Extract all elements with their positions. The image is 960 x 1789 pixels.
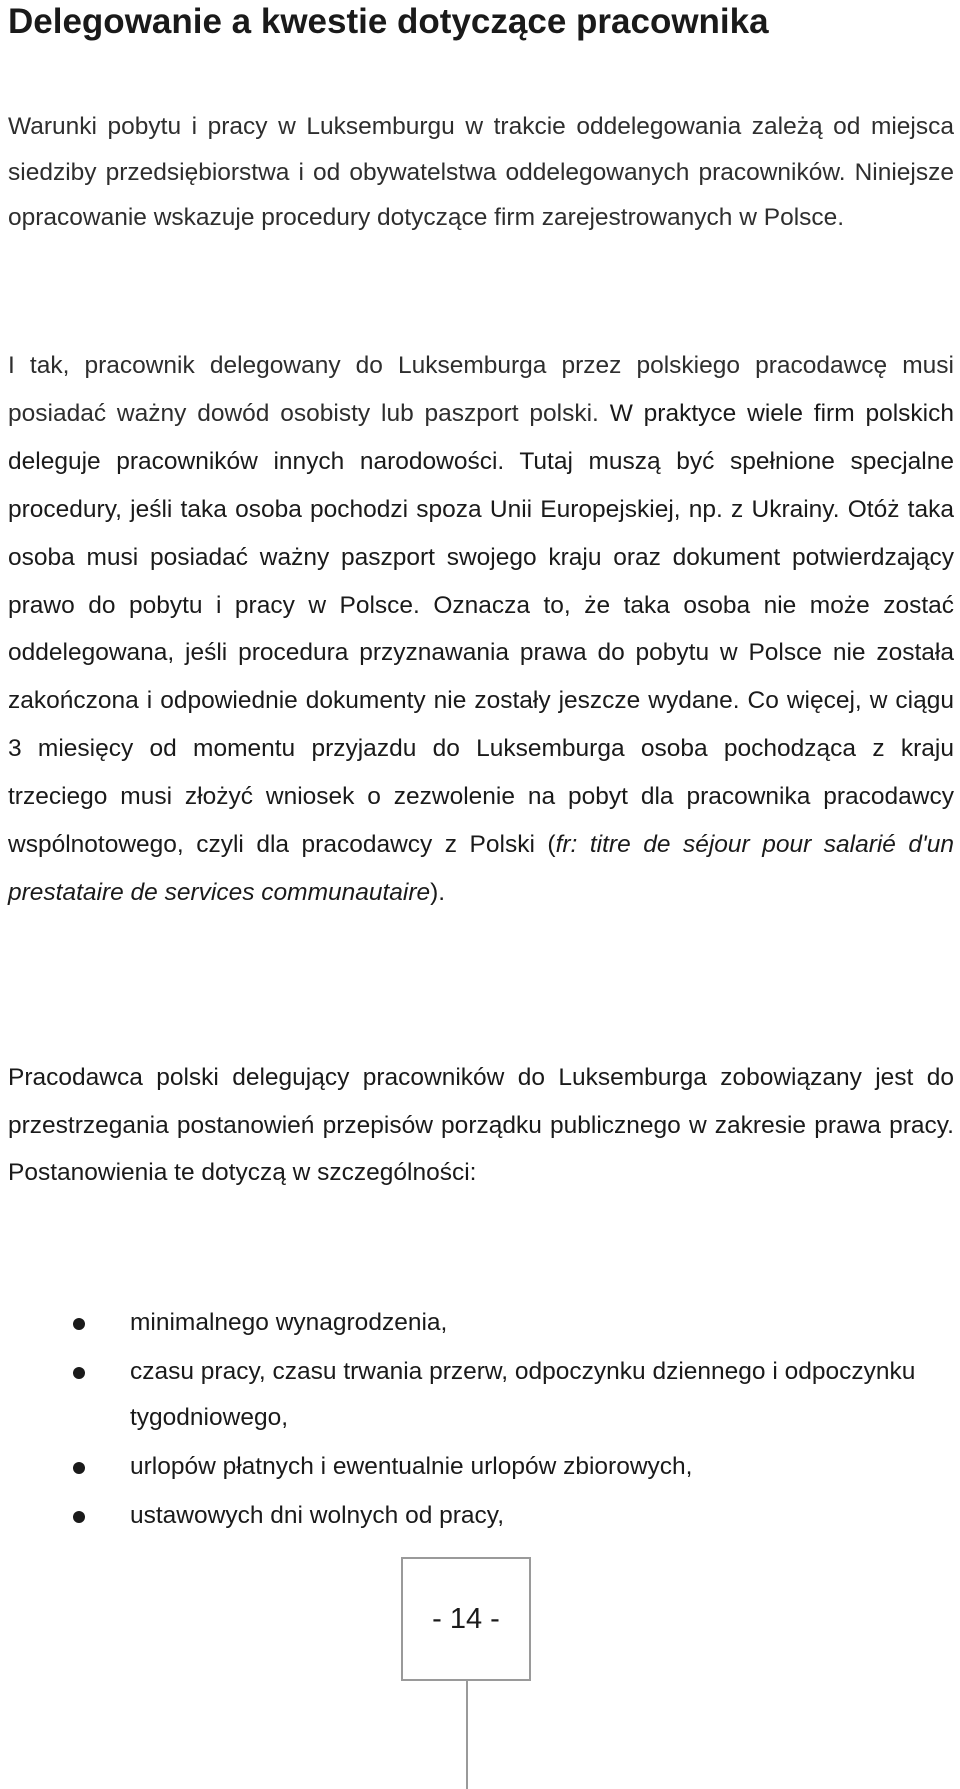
paragraph-delegation-rules: [8, 342, 954, 917]
list-item: [8, 1300, 954, 1346]
paragraph-main-text: W praktyce wiele firm polskich deleguje pracowników innych narodowości. Tutaj muszą być spełnione specjalne procedury, jeśli taka osoba pochodzi spoza Unii Europejskiej, np. z Ukrainy. Otóż taka osoba musi posiadać ważny paszport swojego kraju oraz dokument potwierdzający prawo do pobytu i pracy w Polsce. Oznacza to, że taka osoba nie może zostać oddelegowana, jeśli procedura przyznawania prawa do pobytu w Polsce nie została zakończona i odpowiednie dokumenty nie zostały jeszcze wydane. Co więcej, w ciągu 3 miesięcy od momentu przyjazdu do Luksemburga osoba pochodząca z kraju trzeciego musi złożyć wniosek o zezwolenie na pobyt dla pracownika pracodawcy wspólnotowego, czyli dla pracodawcy z Polski (: [8, 399, 954, 859]
list-item: [8, 1444, 954, 1490]
paragraph-end-text: ).: [430, 878, 446, 906]
page-number-divider: [466, 1681, 468, 1789]
bullet-icon: [73, 1511, 85, 1523]
document-title: Delegowanie a kwestie dotyczące pracownika: [8, 2, 769, 41]
paragraph-employer-obligations: Pracodawca polski delegujący pracowników do Luksemburga zobowiązany jest do przestrzegania postanowień przepisów porządku publicznego w zakresie prawa pracy. Postanowienia te dotyczą w szczególności:: [8, 1064, 954, 1186]
bullet-list: [8, 1300, 954, 1542]
bullet-icon: [73, 1462, 85, 1474]
french-term: fr: titre de séjour pour salarié d'un prestataire de services communautaire: [8, 831, 954, 906]
bullet-icon: [73, 1367, 85, 1379]
list-item-text: minimalnego wynagrodzenia,: [130, 1309, 448, 1336]
paragraph-lead-text: I tak, pracownik delegowany do Luksemburga przez polskiego pracodawcę musi posiadać ważny dowód osobisty lub paszport polski.: [8, 352, 954, 427]
page-number: - 14 -: [432, 1602, 500, 1635]
bullet-icon: [73, 1318, 85, 1330]
list-item-text: czasu pracy, czasu trwania przerw, odpoczynku dziennego i odpoczynku tygodniowego,: [130, 1358, 916, 1431]
list-item-text: urlopów płatnych i ewentualnie urlopów zbiorowych,: [130, 1453, 693, 1480]
list-item: [8, 1493, 954, 1539]
list-item-text: ustawowych dni wolnych od pracy,: [130, 1502, 505, 1529]
paragraph-intro: Warunki pobytu i pracy w Luksemburgu w trakcie oddelegowania zależą od miejsca siedziby przedsiębiorstwa i od obywatelstwa oddelegowanych pracowników. Niniejsze opracowanie wskazuje procedury dotyczące firm zarejestrowanych w Polsce.: [8, 113, 954, 231]
list-item: [8, 1349, 954, 1441]
page-number-box: [401, 1557, 531, 1681]
